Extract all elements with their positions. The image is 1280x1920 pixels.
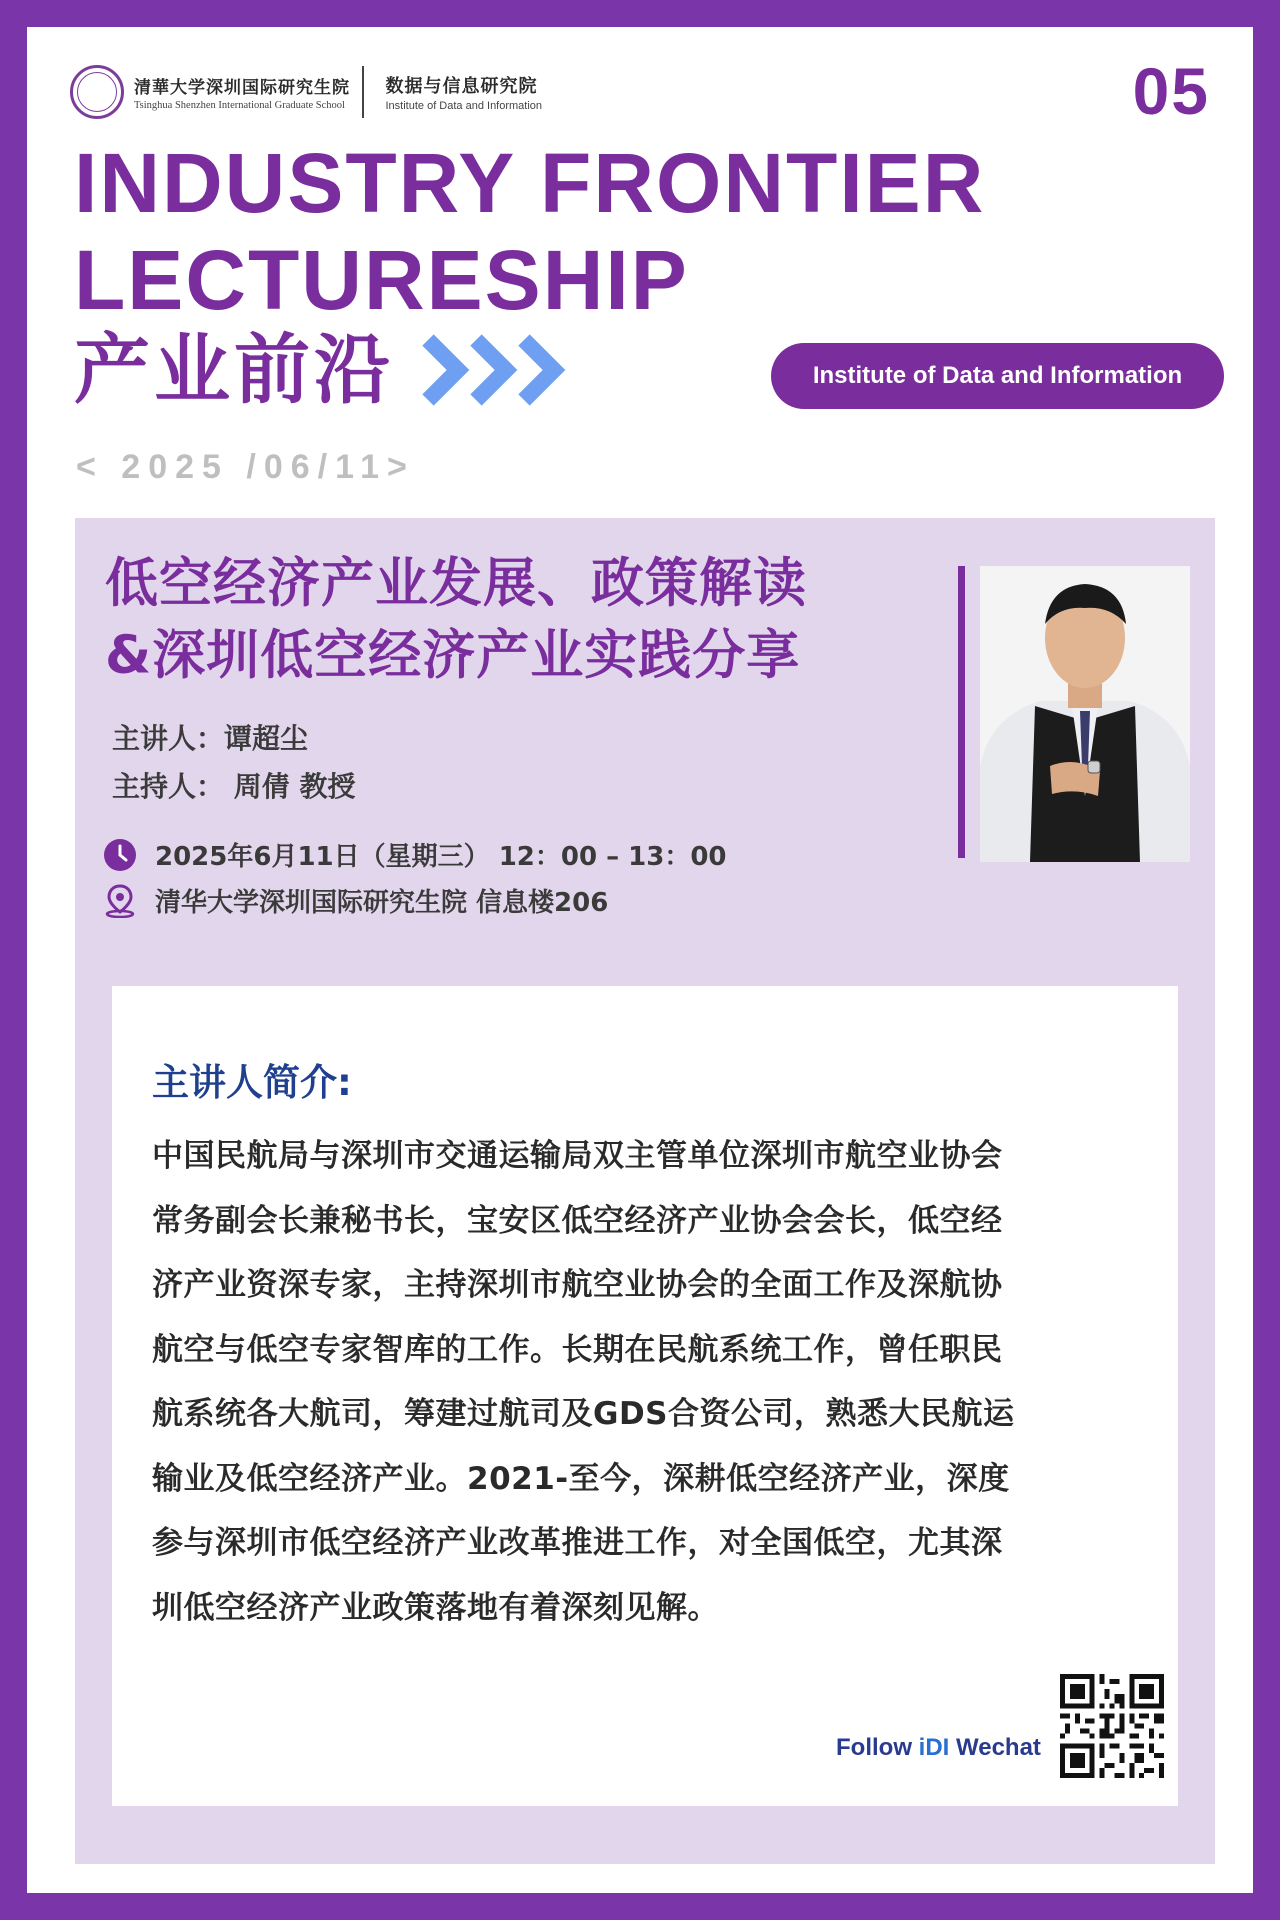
talk-title-line2: &深圳低空经济产业实践分享 bbox=[105, 625, 801, 686]
bio-text bbox=[152, 1124, 1137, 1640]
bio-line: 中国民航局与深圳市交通运输局双主管单位深圳市航空业协会 bbox=[152, 1138, 1003, 1174]
qr-code-icon[interactable] bbox=[1060, 1674, 1164, 1778]
event-date-banner: < 2025 /06/11> bbox=[76, 448, 415, 486]
logo-institute-en: Institute of Data and Information bbox=[385, 100, 543, 112]
chevron-arrows-icon bbox=[420, 330, 580, 410]
title-en bbox=[74, 135, 985, 329]
bio-line: 济产业资深专家，主持深圳市航空业协会的全面工作及深航协 bbox=[152, 1267, 1003, 1303]
logo-tsinghua-en: Tsinghua Shenzhen International Graduate School bbox=[134, 100, 345, 111]
logo-tsinghua bbox=[134, 73, 350, 111]
talk-title bbox=[105, 548, 925, 692]
header-logos bbox=[70, 64, 542, 120]
follow-wechat-label bbox=[836, 1734, 1041, 1762]
location-pin-icon bbox=[103, 884, 137, 918]
bio-heading: 主讲人简介: bbox=[152, 1061, 352, 1104]
title-cn-row bbox=[74, 325, 580, 414]
time-row bbox=[103, 836, 727, 873]
host-line: 主持人： 周倩 教授 bbox=[112, 770, 356, 803]
talk-title-line1: 低空经济产业发展、政策解读 bbox=[105, 553, 807, 614]
speaker-line: 主讲人：谭超尘 bbox=[112, 722, 309, 755]
bio-line: 参与深圳市低空经济产业改革推进工作，对全国低空，尤其深 bbox=[152, 1525, 1003, 1561]
institute-badge: Institute of Data and Information bbox=[771, 343, 1224, 409]
title-en-line2: LECTURESHIP bbox=[74, 233, 689, 327]
photo-accent-bar bbox=[958, 566, 965, 858]
clock-icon bbox=[103, 838, 137, 872]
logo-divider bbox=[362, 66, 364, 118]
issue-number: 05 bbox=[1132, 54, 1210, 128]
logo-institute-cn: 数据与信息研究院 bbox=[385, 76, 538, 97]
logo-institute bbox=[386, 72, 543, 112]
speaker-portrait-illustration bbox=[980, 566, 1190, 862]
bio-line: 圳低空经济产业政策落地有着深刻见解。 bbox=[152, 1589, 719, 1626]
follow-suffix: Wechat bbox=[949, 1734, 1041, 1761]
university-seal-icon bbox=[70, 65, 124, 119]
bio-line: 常务副会长兼秘书长，宝安区低空经济产业协会会长，低空经 bbox=[152, 1202, 1003, 1239]
location-row bbox=[103, 882, 608, 919]
bio-line: 航系统各大航司，筹建过航司及GDS合资公司，熟悉大民航运 bbox=[152, 1396, 1015, 1432]
title-en-line1: INDUSTRY FRONTIER bbox=[74, 136, 986, 230]
event-location: 清华大学深圳国际研究生院 信息楼206 bbox=[155, 888, 609, 918]
follow-accent: iDI bbox=[918, 1734, 950, 1761]
bio-line: 航空与低空专家智库的工作。长期在民航系统工作，曾任职民 bbox=[152, 1331, 1003, 1368]
speaker-photo bbox=[980, 566, 1190, 862]
logo-tsinghua-cn: 清華大学深圳国际研究生院 bbox=[134, 78, 350, 98]
follow-prefix: Follow bbox=[836, 1734, 919, 1761]
bio-line: 输业及低空经济产业。2021-至今，深耕低空经济产业，深度 bbox=[152, 1460, 1010, 1497]
event-time: 2025年6月11日（星期三） 12：00 – 13：00 bbox=[155, 842, 727, 872]
title-cn: 产业前沿 bbox=[74, 325, 394, 414]
